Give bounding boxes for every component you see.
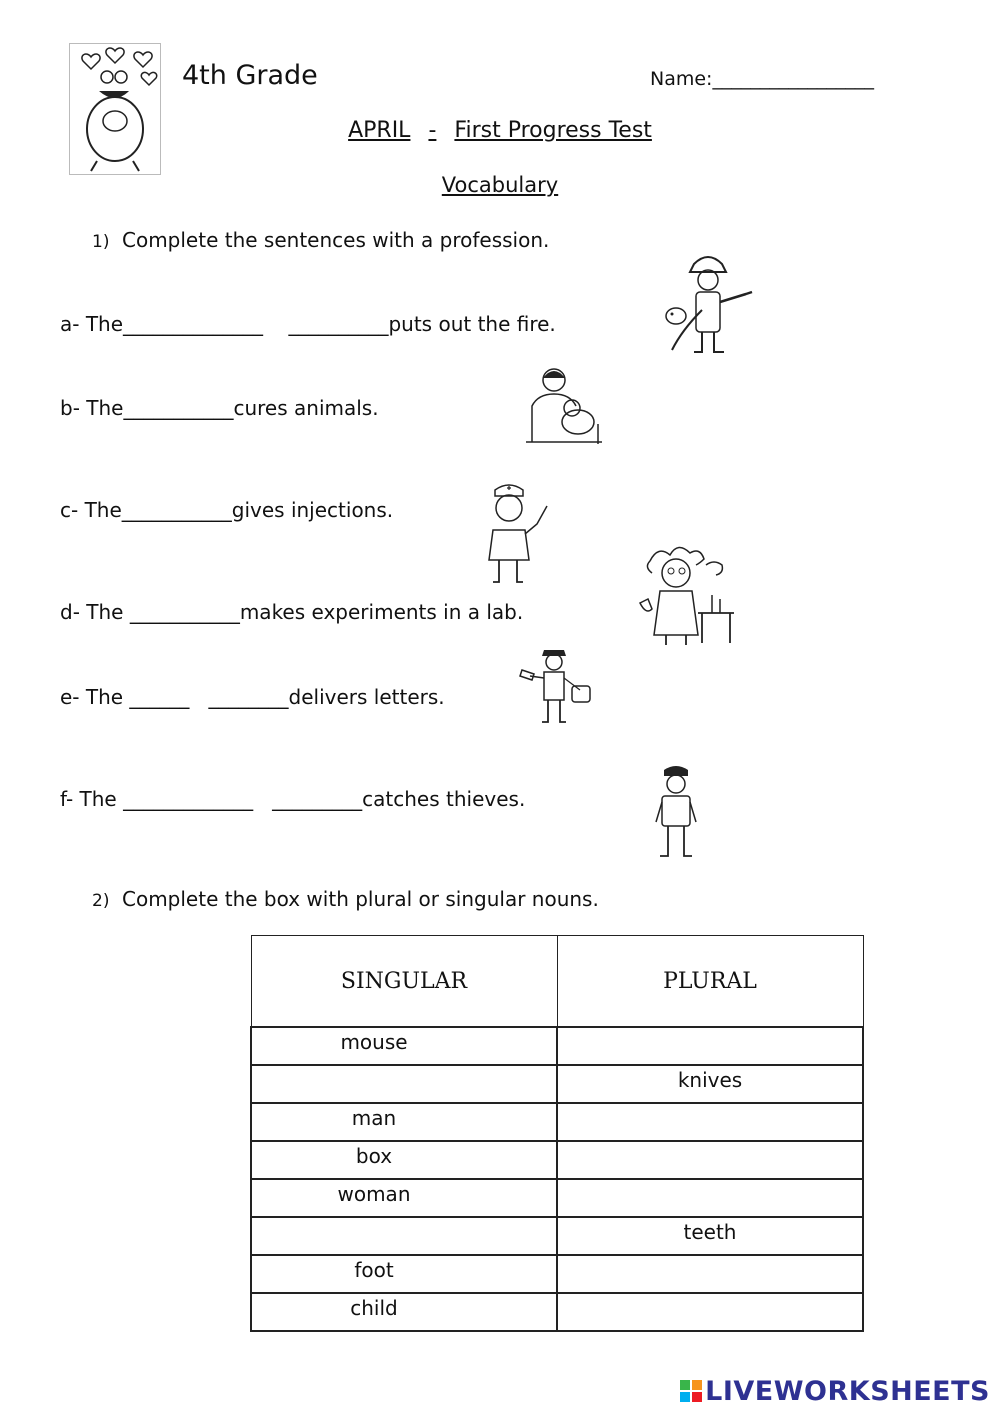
- question-2-prompt: [92, 887, 599, 911]
- singular-cell[interactable]: man: [251, 1103, 557, 1141]
- liveworksheets-watermark: [680, 1376, 990, 1407]
- singular-cell[interactable]: foot: [251, 1255, 557, 1293]
- cookie-monster-illustration: [69, 43, 161, 175]
- answer-blank[interactable]: ___________: [123, 396, 234, 420]
- sentence-a: [60, 312, 556, 336]
- singular-cell[interactable]: [251, 1217, 557, 1255]
- sentence-text: makes experiments in a lab.: [239, 600, 524, 624]
- singular-cell[interactable]: woman: [251, 1179, 557, 1217]
- answer-blank[interactable]: ___________: [121, 498, 232, 522]
- sentence-letter: d- The: [60, 600, 124, 624]
- question-number: 2): [92, 891, 110, 911]
- sentence-c: [60, 498, 393, 522]
- grade-title: 4th Grade: [182, 60, 318, 91]
- plural-cell[interactable]: [557, 1141, 863, 1179]
- liveworksheets-logo-icon: [680, 1380, 702, 1402]
- sentence-text: puts out the fire.: [388, 312, 556, 336]
- singular-header: SINGULAR: [251, 936, 557, 1028]
- sentence-letter: f- The: [60, 787, 117, 811]
- singular-cell[interactable]: child: [251, 1293, 557, 1331]
- sentence-text: gives injections.: [231, 498, 394, 522]
- answer-blank[interactable]: ______________ __________: [123, 312, 389, 336]
- question-1-prompt: [92, 228, 549, 252]
- sentence-text: delivers letters.: [288, 685, 445, 709]
- sentence-letter: a- The: [60, 312, 124, 336]
- sentence-letter: c- The: [60, 498, 122, 522]
- plural-cell[interactable]: [557, 1293, 863, 1331]
- sentence-e: [60, 685, 445, 709]
- singular-cell[interactable]: box: [251, 1141, 557, 1179]
- nouns-table: [250, 935, 864, 1332]
- plural-cell[interactable]: [557, 1027, 863, 1065]
- policeman-illustration: [650, 762, 702, 862]
- sentence-b: [60, 396, 379, 420]
- test-title: [0, 118, 1000, 143]
- answer-blank[interactable]: _____________ _________: [116, 787, 363, 811]
- question-text: Complete the box with plural or singular nouns.: [122, 887, 599, 911]
- singular-cell[interactable]: mouse: [251, 1027, 557, 1065]
- postman-illustration: [518, 640, 594, 728]
- sentence-d: [60, 600, 523, 624]
- sentence-letter: b- The: [60, 396, 124, 420]
- question-number: 1): [92, 232, 110, 252]
- plural-cell[interactable]: teeth: [557, 1217, 863, 1255]
- table-row: [251, 1141, 863, 1179]
- answer-blank[interactable]: ______ ________: [123, 685, 289, 709]
- progress-test-label: First Progress Test: [454, 118, 652, 143]
- sentence-text: catches thieves.: [362, 787, 526, 811]
- plural-header: PLURAL: [557, 936, 863, 1028]
- name-field-label: Name:_________________: [650, 68, 874, 90]
- plural-cell[interactable]: [557, 1179, 863, 1217]
- table-row: [251, 1255, 863, 1293]
- sentence-letter: e- The: [60, 685, 124, 709]
- title-separator: -: [428, 118, 437, 143]
- table-row: [251, 1065, 863, 1103]
- section-title: Vocabulary: [441, 173, 559, 197]
- vet-illustration: [524, 364, 606, 446]
- sentence-text: cures animals.: [233, 396, 379, 420]
- table-header-row: [251, 936, 863, 1028]
- month-label: APRIL: [348, 118, 411, 143]
- plural-cell[interactable]: [557, 1103, 863, 1141]
- watermark-text: LIVEWORKSHEETS: [705, 1376, 990, 1407]
- table-row: [251, 1217, 863, 1255]
- nurse-illustration: [483, 480, 553, 588]
- table-row: [251, 1293, 863, 1331]
- plural-cell[interactable]: knives: [557, 1065, 863, 1103]
- sentence-f: [60, 787, 525, 811]
- scientist-illustration: [636, 543, 742, 649]
- plural-cell[interactable]: [557, 1255, 863, 1293]
- question-text: Complete the sentences with a profession.: [122, 228, 550, 252]
- table-row: [251, 1027, 863, 1065]
- answer-blank[interactable]: ___________: [123, 600, 240, 624]
- singular-cell[interactable]: [251, 1065, 557, 1103]
- firefighter-illustration: [662, 250, 754, 360]
- table-row: [251, 1103, 863, 1141]
- table-row: [251, 1179, 863, 1217]
